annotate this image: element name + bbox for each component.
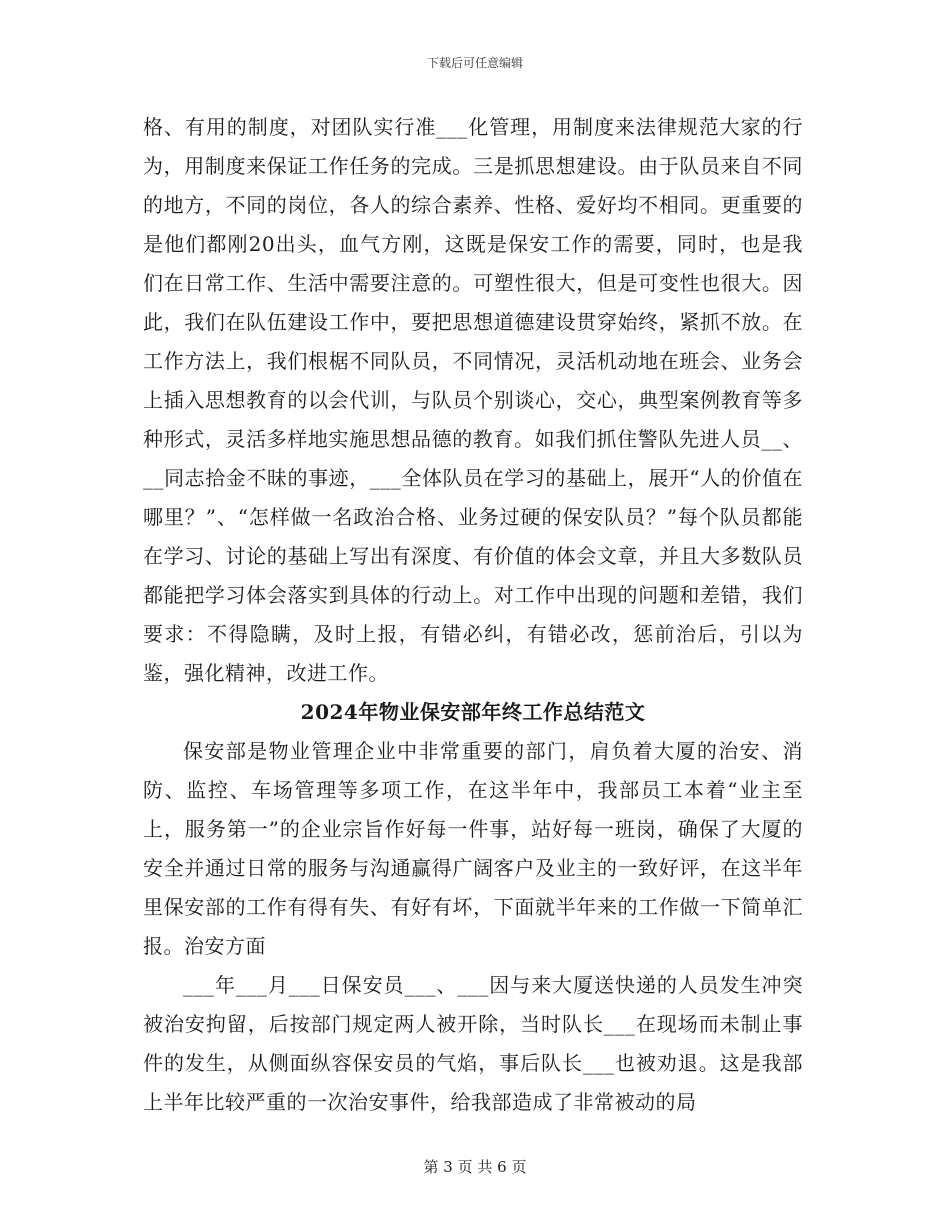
body-paragraph-continued: 格、有用的制度，对团队实行准___化管理，用制度来法律规范大家的行为，用制度来保证工作任务的完成。三是抓思想建设。由于队员来自不同的地方，不同的岗位，各人的综合素养、性格、爱好均不相同。更重要的是他们都刚20出头，血气方刚，这既是保安工作的需要，同时，也是我们在日常工作、生活中需要注意的。可塑性很大，但是可变性也很大。因此，我们在队伍建设工作中，要把思想道德建设贯穿始终，紧抓不放。在工作方法上，我们根椐不同队员，不同情况，灵活机动地在班会、业务会上插入思想教育的以会代训，与队员个别谈心，交心，典型案例教育等多种形式，灵活多样地实施思想品德的教育。如我们抓住警队先进人员__、__同志拾金不昧的事迹，___全体队员在学习的基础上，展开“人的价值在哪里？”、“怎样做一名政治合格、业务过硬的保安队员？”每个队员都能在学习、讨论的基础上写出有深度、有价值的体会文章，并且大多数队员都能把学习体会落实到具体的行动上。对工作中出现的问题和差错，我们要求：不得隐瞒，及时上报，有错必纠，有错必改，惩前治后，引以为鉴，强化精神，改进工作。 [143,115,803,685]
page-header: 下载后可任意编辑 [426,56,523,70]
document-body [143,108,803,1122]
body-paragraph-intro: 保安部是物业管理企业中非常重要的部门，肩负着大厦的治安、消防、监控、车场管理等多项工作，在这半年中，我部员工本着“业主至上，服务第一”的企业宗旨作好每一件事，站好每一班岗，确保了大厦的安全并通过日常的服务与沟通赢得广阔客户及业主的一致好评，在这半年里保安部的工作有得有失、有好有坏，下面就半年来的工作做一下简单汇报。治安方面 [143,739,803,958]
body-paragraph-incident: ___年___月___日保安员___、___因与来大厦送快递的人员发生冲突被治安拘留，后按部门规定两人被开除，当时队长___在现场而未制止事件的发生，从侧面纵容保安员的气焰，事后队长___也被劝退。这是我部上半年比较严重的一次治安事件，给我部造成了非常被动的局 [143,973,803,1114]
page-number: 第 3 页 共 6 页 [423,1158,527,1176]
section-title: 2024年物业保安部年终工作总结范文 [300,700,646,724]
